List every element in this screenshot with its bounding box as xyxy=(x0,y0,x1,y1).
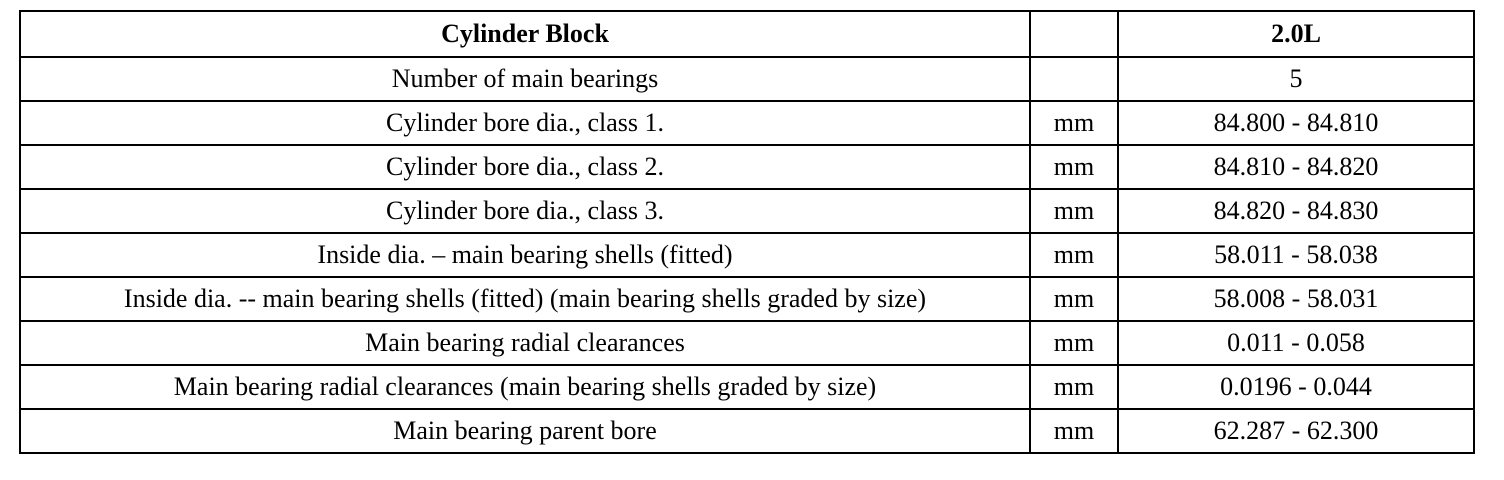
row-value: 0.011 - 0.058 xyxy=(1118,321,1474,365)
row-value: 5 xyxy=(1118,57,1474,101)
row-value: 62.287 - 62.300 xyxy=(1118,409,1474,453)
cylinder-block-spec-table xyxy=(19,10,1475,454)
row-value: 58.011 - 58.038 xyxy=(1118,233,1474,277)
table-row xyxy=(20,321,1474,365)
table-row xyxy=(20,409,1474,453)
row-unit: mm xyxy=(1030,145,1118,189)
row-unit: mm xyxy=(1030,101,1118,145)
row-value: 84.800 - 84.810 xyxy=(1118,101,1474,145)
row-value: 58.008 - 58.031 xyxy=(1118,277,1474,321)
table-row xyxy=(20,57,1474,101)
row-description: Main bearing radial clearances (main bearing shells graded by size) xyxy=(20,365,1030,409)
row-description: Cylinder bore dia., class 1. xyxy=(20,101,1030,145)
row-description: Inside dia. -- main bearing shells (fitted) (main bearing shells graded by size) xyxy=(20,277,1030,321)
table-row xyxy=(20,101,1474,145)
table-row xyxy=(20,189,1474,233)
table-row xyxy=(20,145,1474,189)
table-row xyxy=(20,233,1474,277)
row-unit: mm xyxy=(1030,277,1118,321)
row-description: Cylinder bore dia., class 3. xyxy=(20,189,1030,233)
row-value: 0.0196 - 0.044 xyxy=(1118,365,1474,409)
table-row xyxy=(20,277,1474,321)
row-value: 84.810 - 84.820 xyxy=(1118,145,1474,189)
header-unit xyxy=(1030,11,1118,57)
header-value: 2.0L xyxy=(1118,11,1474,57)
row-description: Inside dia. – main bearing shells (fitted) xyxy=(20,233,1030,277)
row-unit: mm xyxy=(1030,365,1118,409)
table-header-row xyxy=(20,11,1474,57)
row-value: 84.820 - 84.830 xyxy=(1118,189,1474,233)
row-unit: mm xyxy=(1030,409,1118,453)
row-description: Number of main bearings xyxy=(20,57,1030,101)
header-description: Cylinder Block xyxy=(20,11,1030,57)
table-row xyxy=(20,365,1474,409)
row-description: Main bearing parent bore xyxy=(20,409,1030,453)
row-unit: mm xyxy=(1030,321,1118,365)
row-unit: mm xyxy=(1030,189,1118,233)
row-unit: mm xyxy=(1030,233,1118,277)
row-unit xyxy=(1030,57,1118,101)
row-description: Main bearing radial clearances xyxy=(20,321,1030,365)
row-description: Cylinder bore dia., class 2. xyxy=(20,145,1030,189)
